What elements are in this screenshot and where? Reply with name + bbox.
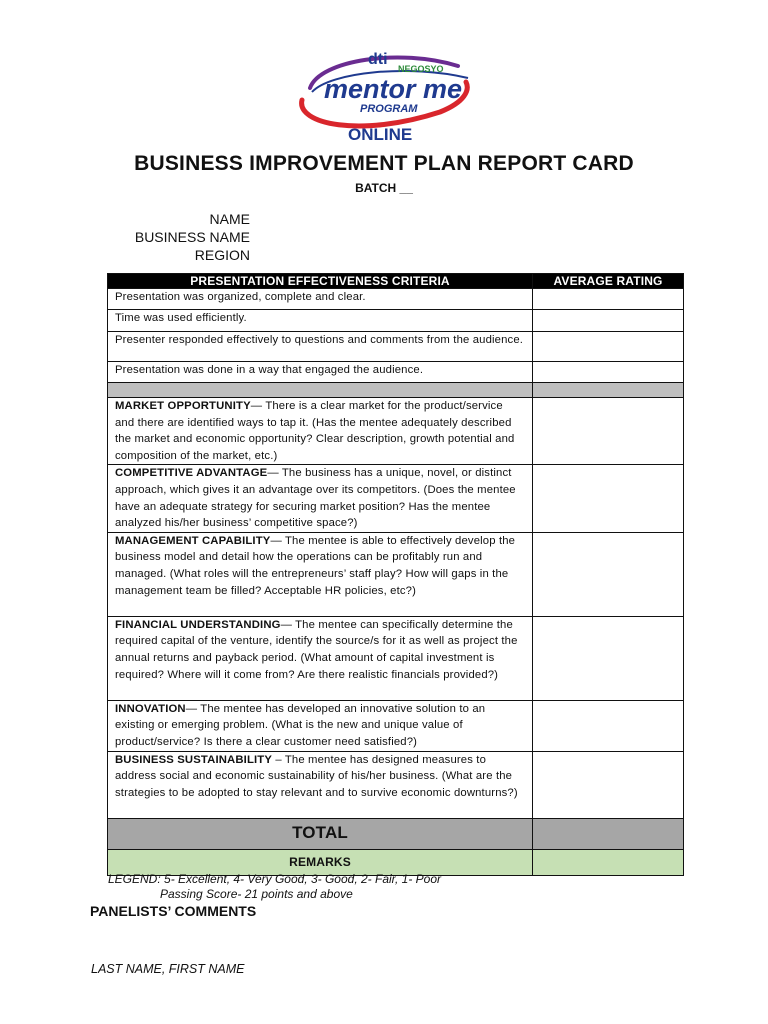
separator-cell xyxy=(533,383,684,398)
table-row xyxy=(108,700,684,751)
criterion-text: Presentation was organized, complete and clear. xyxy=(108,289,533,310)
rating-cell[interactable] xyxy=(533,289,684,310)
total-row xyxy=(108,818,684,849)
rating-cell[interactable] xyxy=(533,310,684,332)
rating-cell[interactable] xyxy=(533,532,684,616)
remarks-cell[interactable] xyxy=(533,849,684,875)
svg-text:NEGOSYO: NEGOSYO xyxy=(398,64,444,74)
svg-text:mentor me: mentor me xyxy=(324,74,463,104)
criterion-innovation: INNOVATION— The mentee has developed an innovative solution to an existing or emerging problem. (What is the new and unique value of product/service? Is there a clear customer need satisfied?) xyxy=(108,700,533,751)
criterion-competitive-advantage: COMPETITIVE ADVANTAGE— The business has a unique, novel, or distinct approach, which gives it an advantage over its competitors. (Does the mentee have an adequate strategy for securing market position? Has the mentee analyzed his/her business’ competitive space?) xyxy=(108,465,533,532)
rating-cell[interactable] xyxy=(533,751,684,818)
table-row xyxy=(108,616,684,700)
criterion-text: Presentation was done in a way that engaged the audience. xyxy=(108,362,533,383)
table-row xyxy=(108,332,684,362)
table-row xyxy=(108,362,684,383)
total-label: TOTAL xyxy=(108,818,533,849)
document-title: BUSINESS IMPROVEMENT PLAN REPORT CARD xyxy=(134,152,634,175)
table-row xyxy=(108,310,684,332)
criterion-financial-understanding: FINANCIAL UNDERSTANDING— The mentee can specifically determine the required capital of the venture, identify the source/s for it as well as project the annual returns and payback period. (What amount of capital investment is required? Where will it come from? Are there realistic financials provided?) xyxy=(108,616,533,700)
svg-text:PROGRAM: PROGRAM xyxy=(360,103,418,115)
criterion-business-sustainability: BUSINESS SUSTAINABILITY – The mentee has designed measures to address social and economic sustainability of his/her business. (What are the strategies to be adopted to stay relevant and to survive economic downturns?) xyxy=(108,751,533,818)
criterion-market-opportunity: MARKET OPPORTUNITY— There is a clear market for the product/service and there are identified ways to tap it. (Has the mentee adequately described the market and economic opportunity? Clear description, growth potential and composition of the market, etc.) xyxy=(108,398,533,465)
remarks-label: REMARKS xyxy=(108,849,533,875)
table-row xyxy=(108,465,684,532)
rating-header: AVERAGE RATING xyxy=(533,274,684,289)
business-name-label: BUSINESS NAME xyxy=(134,229,250,245)
table-row xyxy=(108,751,684,818)
rating-cell[interactable] xyxy=(533,332,684,362)
rating-cell[interactable] xyxy=(533,700,684,751)
table-row xyxy=(108,289,684,310)
criteria-header: PRESENTATION EFFECTIVENESS CRITERIA xyxy=(108,274,533,289)
rating-cell[interactable] xyxy=(533,362,684,383)
criterion-management-capability: MANAGEMENT CAPABILITY— The mentee is able to effectively develop the business model and detail how the operations can be profitably run and managed. (What roles will the entrepreneurs’ staff play? How will gaps in the management team be filled? Acceptable HR policies, etc?) xyxy=(108,532,533,616)
signature-name-label: LAST NAME, FIRST NAME xyxy=(91,962,245,976)
rating-cell[interactable] xyxy=(533,465,684,532)
total-rating-cell[interactable] xyxy=(533,818,684,849)
passing-score-text: Passing Score- 21 points and above xyxy=(160,887,353,901)
criterion-text: Presenter responded effectively to questions and comments from the audience. xyxy=(108,332,533,362)
table-row xyxy=(108,398,684,465)
rating-cell[interactable] xyxy=(533,398,684,465)
svg-text:dti: dti xyxy=(368,51,388,68)
rating-cell[interactable] xyxy=(533,616,684,700)
region-label: REGION xyxy=(194,247,250,263)
legend-text: LEGEND: 5- Excellent, 4- Very Good, 3- Good, 2- Fair, 1- Poor xyxy=(108,872,442,886)
table-row xyxy=(108,532,684,616)
panelists-comments-heading: PANELISTS’ COMMENTS xyxy=(90,903,257,919)
table-header-row xyxy=(108,274,684,289)
criterion-text: Time was used efficiently. xyxy=(108,310,533,332)
separator-cell xyxy=(108,383,533,398)
rating-table xyxy=(107,273,684,876)
table-separator-row xyxy=(108,383,684,398)
mentor-me-logo xyxy=(290,42,480,146)
batch-label: BATCH __ xyxy=(355,181,413,195)
svg-text:ONLINE: ONLINE xyxy=(348,125,413,144)
name-label: NAME xyxy=(209,211,250,227)
